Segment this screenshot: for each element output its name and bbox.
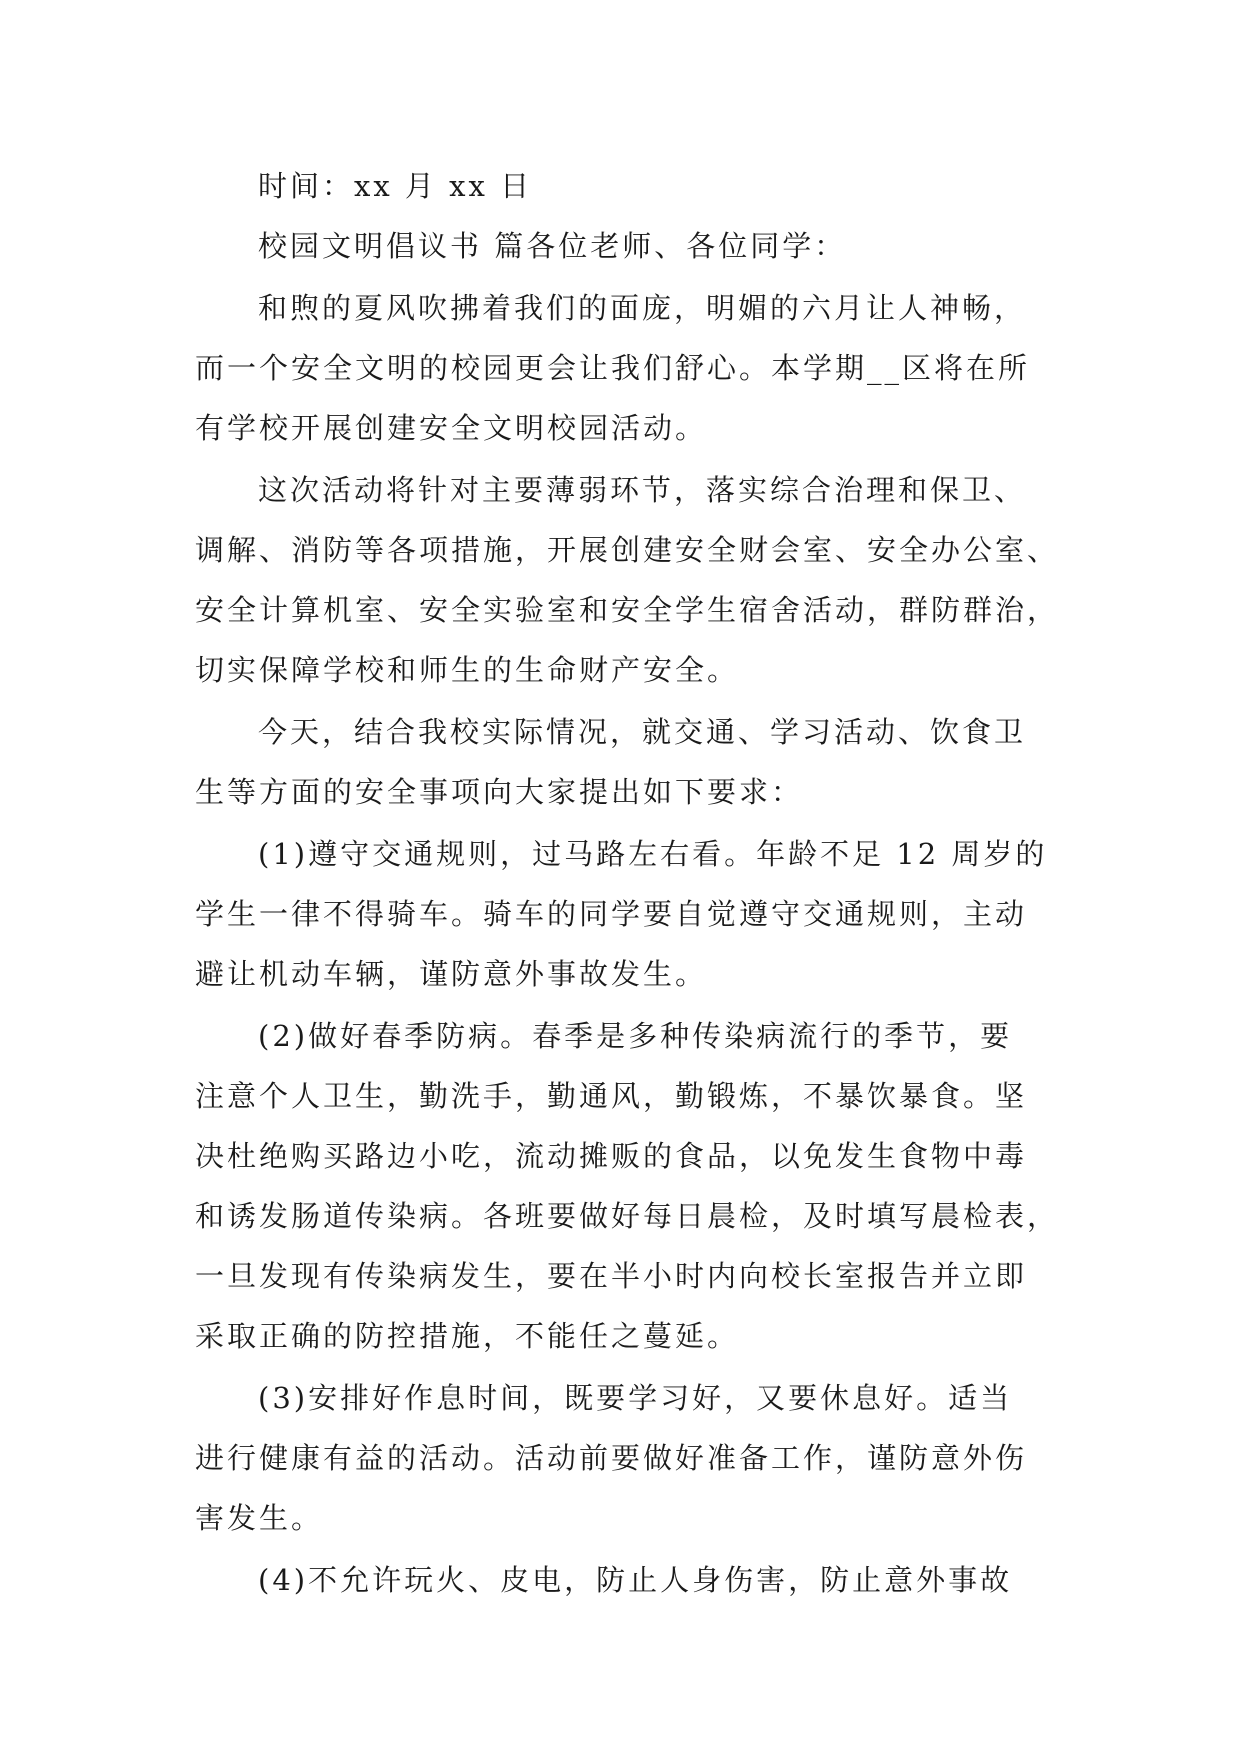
paragraph-line: 有学校开展创建安全文明校园活动。	[195, 411, 708, 445]
paragraph-line: 一旦发现有传染病发生，要在半小时内向校长室报告并立即	[195, 1259, 1028, 1293]
paragraph-line: 而一个安全文明的校园更会让我们舒心。本学期__区将在所	[195, 351, 1031, 385]
paragraph-line: 学生一律不得骑车。骑车的同学要自觉遵守交通规则，主动	[195, 897, 1028, 931]
paragraph-line: 害发生。	[195, 1501, 324, 1535]
paragraph-line: (2)做好春季防病。春季是多种传染病流行的季节，要	[258, 1019, 1013, 1053]
paragraph-line: 和煦的夏风吹拂着我们的面庞，明媚的六月让人神畅，	[258, 291, 1027, 325]
paragraph-line: (1)遵守交通规则，过马路左右看。年龄不足 12 周岁的	[258, 837, 1048, 871]
paragraph-line: (4)不允许玩火、皮电，防止人身伤害，防止意外事故	[258, 1563, 1013, 1597]
paragraph-line: 和诱发肠道传染病。各班要做好每日晨检，及时填写晨检表，	[195, 1199, 1060, 1233]
paragraph-line: 采取正确的防控措施，不能任之蔓延。	[195, 1319, 740, 1353]
paragraph-line: 避让机动车辆，谨防意外事故发生。	[195, 957, 708, 991]
paragraph-line: 生等方面的安全事项向大家提出如下要求：	[195, 775, 804, 809]
paragraph-line: 注意个人卫生，勤洗手，勤通风，勤锻炼，不暴饮暴食。坚	[195, 1079, 1028, 1113]
paragraph-line: 安全计算机室、安全实验室和安全学生宿舍活动，群防群治，	[195, 593, 1060, 627]
paragraph-line: 切实保障学校和师生的生命财产安全。	[195, 653, 740, 687]
paragraph-line: 进行健康有益的活动。活动前要做好准备工作，谨防意外伤	[195, 1441, 1028, 1475]
date-line: 时间：xx 月 xx 日	[258, 169, 533, 203]
paragraph-line: 这次活动将针对主要薄弱环节，落实综合治理和保卫、	[258, 473, 1027, 507]
paragraph-line: 今天，结合我校实际情况，就交通、学习活动、饮食卫	[258, 715, 1027, 749]
title-salutation-line: 校园文明倡议书 篇各位老师、各位同学：	[258, 229, 847, 263]
paragraph-line: (3)安排好作息时间，既要学习好，又要休息好。适当	[258, 1381, 1013, 1415]
paragraph-line: 调解、消防等各项措施，开展创建安全财会室、安全办公室、	[195, 533, 1060, 567]
paragraph-line: 决杜绝购买路边小吃，流动摊贩的食品，以免发生食物中毒	[195, 1139, 1028, 1173]
